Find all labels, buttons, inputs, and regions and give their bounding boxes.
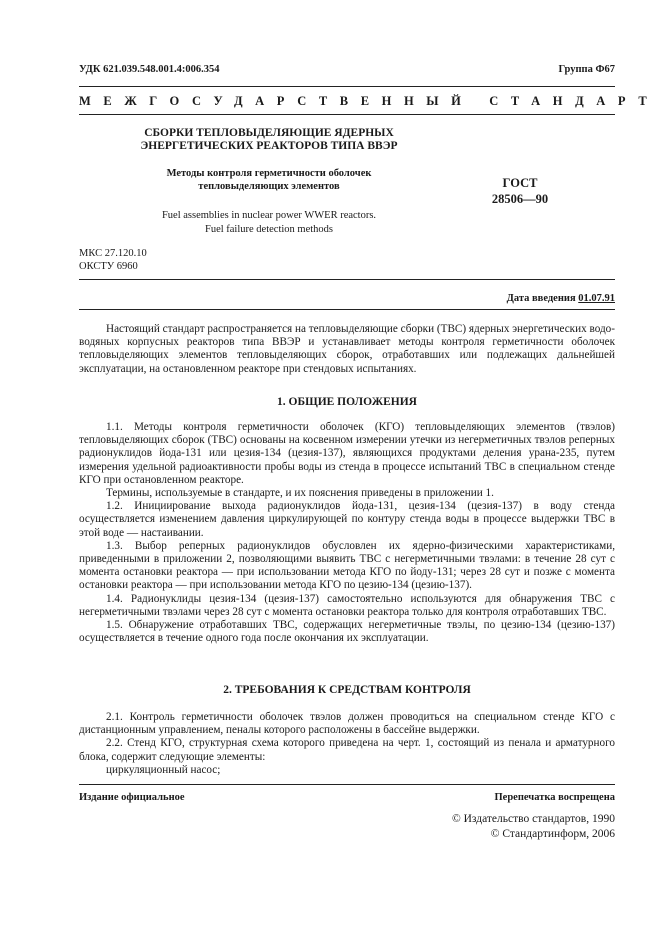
- introduction-date: [507, 293, 615, 304]
- footer-rule: [79, 784, 615, 785]
- official-edition: Издание официальное: [79, 792, 185, 803]
- intro-date-rule: [79, 309, 615, 310]
- udk-code: УДК 621.039.548.001.4:006.354: [79, 64, 220, 75]
- english-title-line-1: Fuel assemblies in nuclear power WWER reactors.: [161, 210, 377, 221]
- standard-banner: МЕЖГОСУДАРСТВЕННЫЙ СТАНДАРТ: [79, 94, 660, 108]
- title-line-2: ЭНЕРГЕТИЧЕСКИХ РЕАКТОРОВ ТИПА ВВЭР: [140, 140, 398, 152]
- section-2-heading: 2. ТРЕБОВАНИЯ К СРЕДСТВАМ КОНТРОЛЯ: [223, 684, 471, 696]
- paragraph-2-2: 2.2. Стенд КГО, структурная схема которого приведена на черт. 1, состоящий из пенала и арматурного блока, содержит следующие элементы:: [79, 737, 615, 763]
- title-line-1: СБОРКИ ТЕПЛОВЫДЕЛЯЮЩИЕ ЯДЕРНЫХ: [144, 127, 394, 139]
- section-1-heading: 1. ОБЩИЕ ПОЛОЖЕНИЯ: [277, 396, 417, 408]
- subtitle-line-2: тепловыделяющих элементов: [198, 180, 340, 192]
- gost-number: 28506—90: [491, 192, 549, 206]
- copyright-standartinform: © Стандартинформ, 2006: [490, 828, 615, 840]
- intro-date-label: Дата введения: [506, 293, 576, 304]
- gost-designation: [470, 175, 570, 207]
- copyright: [452, 812, 615, 842]
- document-subtitle: [79, 168, 459, 193]
- list-item-circulation-pump: циркуляционный насос;: [106, 763, 221, 776]
- section-2-body: [79, 711, 615, 777]
- title-block-rule: [79, 279, 615, 280]
- paragraph-1-5: 1.5. Обнаружение отработавших ТВС, содержащих негерметичные твэлы, по цезию-134 (цезию-137) осуществляется в течение одного года после окончания их эксплуатации.: [79, 619, 615, 645]
- paragraph-1-4: 1.4. Радионуклиды цезия-134 (цезия-137) самостоятельно используются для обнаружения ТВС с негерметичными твэлами через 28 сут с момента остановки реактора только для контроля отработавших ТВС.: [79, 592, 615, 618]
- reprint-notice: Перепечатка воспрещена: [494, 792, 615, 803]
- mks-code: МКС 27.120.10: [79, 248, 147, 259]
- intro-date-value: 01.07.91: [578, 293, 615, 304]
- paragraph-terms: Термины, используемые в стандарте, и их пояснения приведены в приложении 1.: [106, 487, 494, 500]
- english-title-line-2: Fuel failure detection methods: [204, 224, 333, 235]
- intro-paragraph: [79, 323, 615, 376]
- section-1-body: [79, 421, 615, 645]
- subtitle-line-1: Методы контроля герметичности оболочек: [166, 168, 372, 179]
- okstu-code: ОКСТУ 6960: [79, 261, 138, 272]
- classification-codes: [79, 247, 147, 273]
- banner-rule: [79, 114, 615, 115]
- paragraph-2-1: 2.1. Контроль герметичности оболочек твэлов должен проводиться на специальном стенде КГО с дистанционным управлением, пеналы которого расположены в бассейне выдержки.: [79, 711, 615, 737]
- document-title: [79, 127, 459, 153]
- group-code: Группа Ф67: [558, 64, 615, 75]
- intro-text: Настоящий стандарт распространяется на тепловыделяющие сборки (ТВС) ядерных энергетических водо-водяных корпусных реакторов типа ВВЭР и устанавливает методы контроля герметичности оболочек тепловыделяющих элементов тепловыделяющих сборок, отработавших или подлежащих дальнейшей эксплуатации, на остановленном реакторе при стендовых испытаниях.: [79, 323, 615, 375]
- gost-label: ГОСТ: [502, 176, 538, 190]
- english-title: [79, 209, 459, 237]
- paragraph-1-2: 1.2. Инициирование выхода радионуклидов йода-131, цезия-134 (цезия-137) в воду стенда осуществляется изменением давления циркулирующей по контуру стенда воды в процессе выдержки ТВС в этой воде — настаивании.: [79, 500, 615, 539]
- paragraph-1-3: 1.3. Выбор реперных радионуклидов обусловлен их ядерно-физическими характеристиками, приведенными в приложении 2, позволяющими выявить ТВС с негерметичными твэлами: в течение 28 сут с момента остановки реактора — при использовании метода КГО по йоду-131; через 28 сут и позже с момента остановки реактора — при использовании метода КГО по цезию-134 (цезию-137).: [79, 539, 615, 592]
- paragraph-1-1: 1.1. Методы контроля герметичности оболочек (КГО) тепловыделяющих элементов (твэлов) тепловыделяющих сборок (ТВС) основаны на косвенном измерении утечки из негерметичных твэлов реперных радионуклидов йода-131 или цезия-134 (цезия-137), являющихся продуктами деления урана-235, путем измерения удельной радиоактивности пробы воды из стенда в процессе испытаний ТВС в специальном стенде КГО при остановленном реакторе.: [79, 421, 615, 486]
- copyright-publisher: © Издательство стандартов, 1990: [451, 813, 615, 825]
- top-rule: [79, 86, 615, 87]
